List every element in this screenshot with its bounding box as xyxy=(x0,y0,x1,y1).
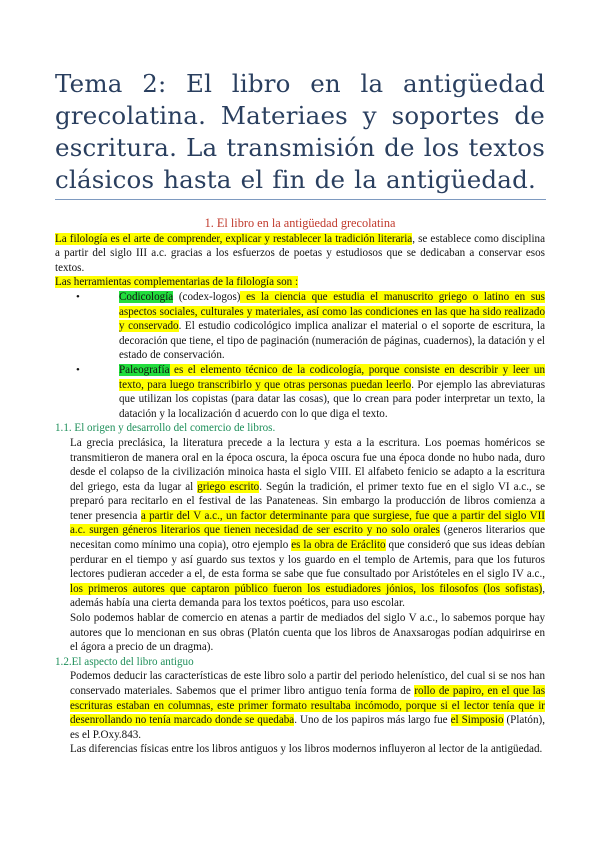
title-divider xyxy=(55,199,546,200)
text: . El estudio codicológico implica analizar el material o el soporte de escritura, la decoración que tiene, el tipo de paginación (numeración de páginas, cuadernos), la datación y el estado de conservación. xyxy=(119,320,546,362)
text: . Uno de los papiros más largo fue xyxy=(294,714,451,727)
text: , además había una cierta demanda para los textos poéticos, para uso escolar. xyxy=(70,582,545,610)
list-item-codicologia xyxy=(55,290,545,363)
paragraph-libro-antiguo xyxy=(55,669,545,742)
text: . Según la tradición, el primer texto fue en el siglo VI a.c., se preparó para recitarlo en el festival de las Panateneas. Sin embargo la producción de libros comienza a tener presencia xyxy=(70,480,546,522)
text: que consideró que sus ideas debían perdurar en el tiempo y así guardo sus textos y los guardo en el templo de Artemis, para que los futuros lectores pudieran acceder a el, de esta forma se sabe que fue consultado por Aristóteles en el siglo IV a.c., xyxy=(70,539,545,581)
text: . Por ejemplo las abreviaturas que utilizan los copistas (para datar las cosas), que lo crean para poder interpretar un texto, la datación y la localización d acuerdo con lo que diga el texto. xyxy=(119,378,546,420)
paragraph-filologia xyxy=(55,232,545,276)
highlight: rollo de papiro, en el que las escrituras estaban en columnas, este primer formato resultaba incómodo, porque si el lector tenía que ir desenrollando no tenía marcado donde se quedaba xyxy=(70,685,546,727)
tools-list xyxy=(55,290,545,421)
section-heading-1: 1. El libro en la antigüedad grecolatina xyxy=(204,216,396,230)
highlight: La filología es el arte de comprender, explicar y restablecer la tradición literaria xyxy=(55,232,413,245)
highlight: griego escrito xyxy=(197,480,260,493)
list-item-paleografia xyxy=(55,363,545,421)
document-body xyxy=(55,216,545,757)
text: La grecia preclásica, la literatura precede a la lectura y esta a la escritura. Los poemas homéricos se transmitieron de manera oral en la época oscura, la época oscura fue una época donde no hubo nada, duro desde el colapso de la civilización minoica hasta el siglo VIII. El alfabeto fenicio se adapto a la escritura del griego, esta da lugar al xyxy=(70,436,545,493)
highlight: Las herramientas complementarias de la filología son : xyxy=(55,276,299,289)
highlight: es el elemento técnico de la codicología, porque consiste en describir y leer un texto, para luego transcribirlo y que otras personas puedan leerlo xyxy=(119,363,545,391)
paragraph-grecia xyxy=(55,436,545,611)
term-codicologia: Codicología xyxy=(119,290,174,303)
highlight: el Simposio xyxy=(450,714,504,727)
bullet-icon: • xyxy=(76,363,80,376)
highlight: es la ciencia que estudia el manuscrito griego o latino en sus aspectos sociales, culturales y materiales, así como las condiciones en las que ha sido realizado y conservado xyxy=(119,290,546,333)
text: (generos literarios que necesitan como mínimo una copia), otro ejemplo xyxy=(70,524,545,552)
page-title: Tema 2: El libro en la antigüedad grecolatina. Materiaes y soportes de escritura. La transmisión de los textos clásicos hasta el fin de la antigüedad. xyxy=(55,69,545,194)
paragraph-herramientas xyxy=(55,275,545,290)
highlight: los primeros autores que captaron público fueron los estudiadores jónios, los filosofos (los sofistas) xyxy=(70,582,543,595)
section-heading-1-1: 1.1. El origen y desarrollo del comercio de libros. xyxy=(55,422,276,435)
highlight: es la obra de Eráclito xyxy=(291,539,386,552)
text: , se establece como disciplina a partir del siglo III a.c. gracias a los esfuerzos de poetas y estudiosos que se dedicaban a conservar esos textos. xyxy=(55,232,545,274)
paragraph-comercio: Solo podemos hablar de comercio en atenas a partir de mediados del siglo V a.c., lo sabemos porque hay autores que lo mencionan en sus obras (Platón cuenta que los libros de Anaxsarogas podían adquirirse en el ágora a precio de un dragma). xyxy=(70,612,545,654)
highlight: a partir del V a.c., un factor determinante para que surgiese, fue que a partir del siglo VII a.c. surgen géneros literarios que tienen necesidad de ser escrito y no solo orales xyxy=(70,509,545,537)
paragraph-diferencias: Las diferencias físicas entre los libros antiguos y los libros modernos influyeron al lector de la antigüedad. xyxy=(70,743,543,756)
text: (codex-logos) xyxy=(173,290,241,303)
text: (Platón), es el P.Oxy.843. xyxy=(70,714,545,741)
section-heading-1-2: 1.2.El aspecto del libro antiguo xyxy=(55,655,194,668)
text: Podemos deducir las características de este libro solo a partir del periodo helenístico, del cual si se nos han conservado materiales. Sabemos que el primer libro antiguo tenía forma de xyxy=(70,670,545,697)
term-paleografia: Paleografía xyxy=(119,363,170,376)
bullet-icon: • xyxy=(76,290,80,303)
